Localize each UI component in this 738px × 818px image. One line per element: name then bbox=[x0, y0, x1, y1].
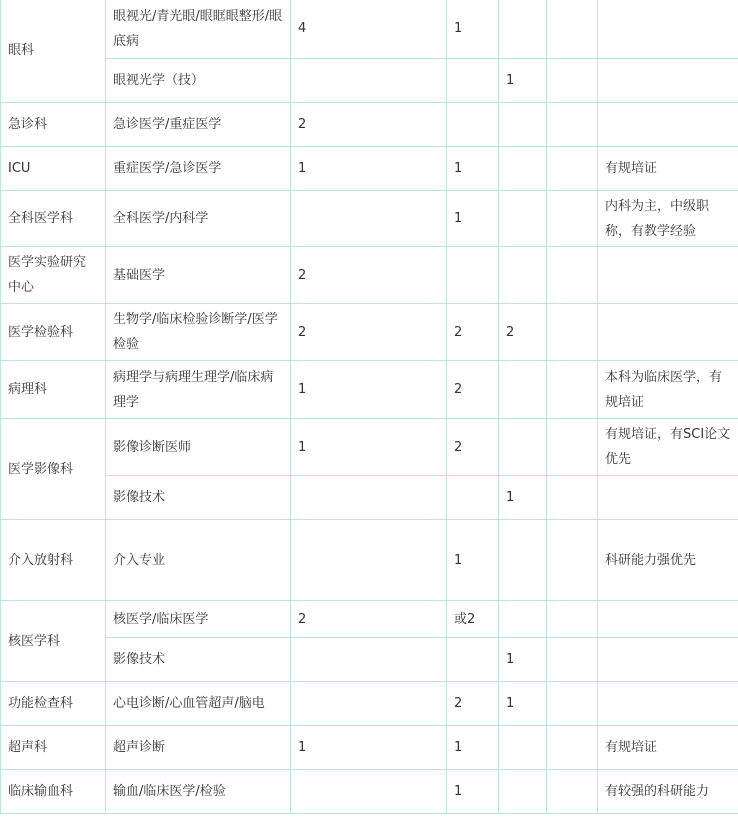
count-cell: 2 bbox=[499, 304, 547, 361]
count-cell: 1 bbox=[447, 0, 499, 59]
count-cell bbox=[291, 191, 447, 247]
count-cell bbox=[547, 601, 598, 638]
count-cell bbox=[547, 247, 598, 304]
note-cell: 内科为主，中级职称，有教学经验 bbox=[598, 191, 738, 247]
major-cell: 生物学/临床检验诊断学/医学检验 bbox=[106, 304, 291, 361]
table-row bbox=[1, 247, 738, 304]
count-cell: 或2 bbox=[447, 601, 499, 638]
count-cell bbox=[547, 147, 598, 191]
major-cell: 全科医学/内科学 bbox=[106, 191, 291, 247]
count-cell bbox=[499, 419, 547, 476]
dept-cell: ICU bbox=[1, 147, 106, 191]
count-cell bbox=[547, 682, 598, 726]
table-row bbox=[1, 682, 738, 726]
major-cell: 眼视光学（技） bbox=[106, 59, 291, 103]
note-cell: 本科为临床医学，有规培证 bbox=[598, 361, 738, 419]
dept-cell: 医学检验科 bbox=[1, 304, 106, 361]
note-cell bbox=[598, 601, 738, 638]
major-cell: 重症医学/急诊医学 bbox=[106, 147, 291, 191]
count-cell bbox=[547, 770, 598, 814]
note-cell bbox=[598, 304, 738, 361]
count-cell: 1 bbox=[447, 726, 499, 770]
major-cell: 急诊医学/重症医学 bbox=[106, 103, 291, 147]
count-cell: 1 bbox=[447, 147, 499, 191]
count-cell bbox=[447, 103, 499, 147]
count-cell bbox=[547, 361, 598, 419]
table-row bbox=[1, 601, 738, 638]
count-cell bbox=[291, 770, 447, 814]
count-cell bbox=[447, 638, 499, 682]
count-cell: 2 bbox=[291, 247, 447, 304]
count-cell: 2 bbox=[447, 419, 499, 476]
major-cell: 核医学/临床医学 bbox=[106, 601, 291, 638]
count-cell bbox=[447, 247, 499, 304]
dept-cell: 临床输血科 bbox=[1, 770, 106, 814]
count-cell bbox=[499, 247, 547, 304]
count-cell bbox=[547, 520, 598, 601]
count-cell bbox=[547, 191, 598, 247]
note-cell: 有规培证，有SCI论文优先 bbox=[598, 419, 738, 476]
count-cell bbox=[547, 419, 598, 476]
count-cell: 1 bbox=[291, 361, 447, 419]
dept-cell: 病理科 bbox=[1, 361, 106, 419]
count-cell bbox=[547, 476, 598, 520]
note-cell: 有较强的科研能力 bbox=[598, 770, 738, 814]
table-row bbox=[1, 770, 738, 814]
count-cell bbox=[547, 0, 598, 59]
major-cell: 病理学与病理生理学/临床病理学 bbox=[106, 361, 291, 419]
count-cell bbox=[547, 726, 598, 770]
count-cell bbox=[499, 361, 547, 419]
note-cell bbox=[598, 0, 738, 59]
count-cell: 2 bbox=[291, 103, 447, 147]
dept-cell: 医学影像科 bbox=[1, 419, 106, 520]
table-row bbox=[1, 726, 738, 770]
count-cell bbox=[291, 682, 447, 726]
count-cell bbox=[499, 770, 547, 814]
table-row bbox=[1, 103, 738, 147]
note-cell: 有规培证 bbox=[598, 726, 738, 770]
count-cell bbox=[291, 59, 447, 103]
dept-cell: 眼科 bbox=[1, 0, 106, 103]
count-cell bbox=[291, 638, 447, 682]
count-cell: 1 bbox=[499, 638, 547, 682]
table-row bbox=[1, 191, 738, 247]
count-cell bbox=[499, 191, 547, 247]
major-cell: 眼视光/青光眼/眼眶眼整形/眼底病 bbox=[106, 0, 291, 59]
count-cell bbox=[547, 638, 598, 682]
count-cell bbox=[499, 601, 547, 638]
major-cell: 影像诊断医师 bbox=[106, 419, 291, 476]
table-row bbox=[1, 638, 738, 682]
count-cell: 4 bbox=[291, 0, 447, 59]
table-row bbox=[1, 147, 738, 191]
count-cell: 2 bbox=[447, 304, 499, 361]
major-cell: 输血/临床医学/检验 bbox=[106, 770, 291, 814]
count-cell bbox=[499, 103, 547, 147]
count-cell bbox=[499, 726, 547, 770]
major-cell: 超声诊断 bbox=[106, 726, 291, 770]
count-cell bbox=[499, 520, 547, 601]
dept-cell: 介入放射科 bbox=[1, 520, 106, 601]
table-row bbox=[1, 0, 738, 59]
count-cell bbox=[499, 0, 547, 59]
count-cell: 2 bbox=[291, 304, 447, 361]
count-cell: 1 bbox=[499, 59, 547, 103]
count-cell: 1 bbox=[291, 419, 447, 476]
dept-cell: 核医学科 bbox=[1, 601, 106, 682]
note-cell: 有规培证 bbox=[598, 147, 738, 191]
table-row bbox=[1, 476, 738, 520]
count-cell: 2 bbox=[447, 682, 499, 726]
count-cell bbox=[291, 520, 447, 601]
count-cell bbox=[547, 304, 598, 361]
major-cell: 影像技术 bbox=[106, 638, 291, 682]
note-cell bbox=[598, 638, 738, 682]
table-row bbox=[1, 304, 738, 361]
count-cell bbox=[499, 147, 547, 191]
note-cell bbox=[598, 59, 738, 103]
count-cell: 2 bbox=[291, 601, 447, 638]
count-cell bbox=[447, 476, 499, 520]
major-cell: 介入专业 bbox=[106, 520, 291, 601]
count-cell: 1 bbox=[447, 191, 499, 247]
count-cell: 1 bbox=[447, 520, 499, 601]
dept-cell: 功能检查科 bbox=[1, 682, 106, 726]
note-cell bbox=[598, 682, 738, 726]
table-row bbox=[1, 59, 738, 103]
dept-cell: 全科医学科 bbox=[1, 191, 106, 247]
major-cell: 影像技术 bbox=[106, 476, 291, 520]
table-row bbox=[1, 361, 738, 419]
dept-cell: 超声科 bbox=[1, 726, 106, 770]
note-cell bbox=[598, 476, 738, 520]
count-cell: 1 bbox=[291, 147, 447, 191]
count-cell bbox=[547, 103, 598, 147]
count-cell: 2 bbox=[447, 361, 499, 419]
count-cell: 1 bbox=[447, 770, 499, 814]
count-cell: 1 bbox=[499, 682, 547, 726]
dept-cell: 医学实验研究中心 bbox=[1, 247, 106, 304]
note-cell bbox=[598, 103, 738, 147]
count-cell: 1 bbox=[499, 476, 547, 520]
count-cell: 1 bbox=[291, 726, 447, 770]
count-cell bbox=[547, 59, 598, 103]
major-cell: 基础医学 bbox=[106, 247, 291, 304]
table-row bbox=[1, 419, 738, 476]
major-cell: 心电诊断/心血管超声/脑电 bbox=[106, 682, 291, 726]
note-cell bbox=[598, 247, 738, 304]
dept-cell: 急诊科 bbox=[1, 103, 106, 147]
note-cell: 科研能力强优先 bbox=[598, 520, 738, 601]
count-cell bbox=[291, 476, 447, 520]
count-cell bbox=[447, 59, 499, 103]
table-row bbox=[1, 520, 738, 601]
